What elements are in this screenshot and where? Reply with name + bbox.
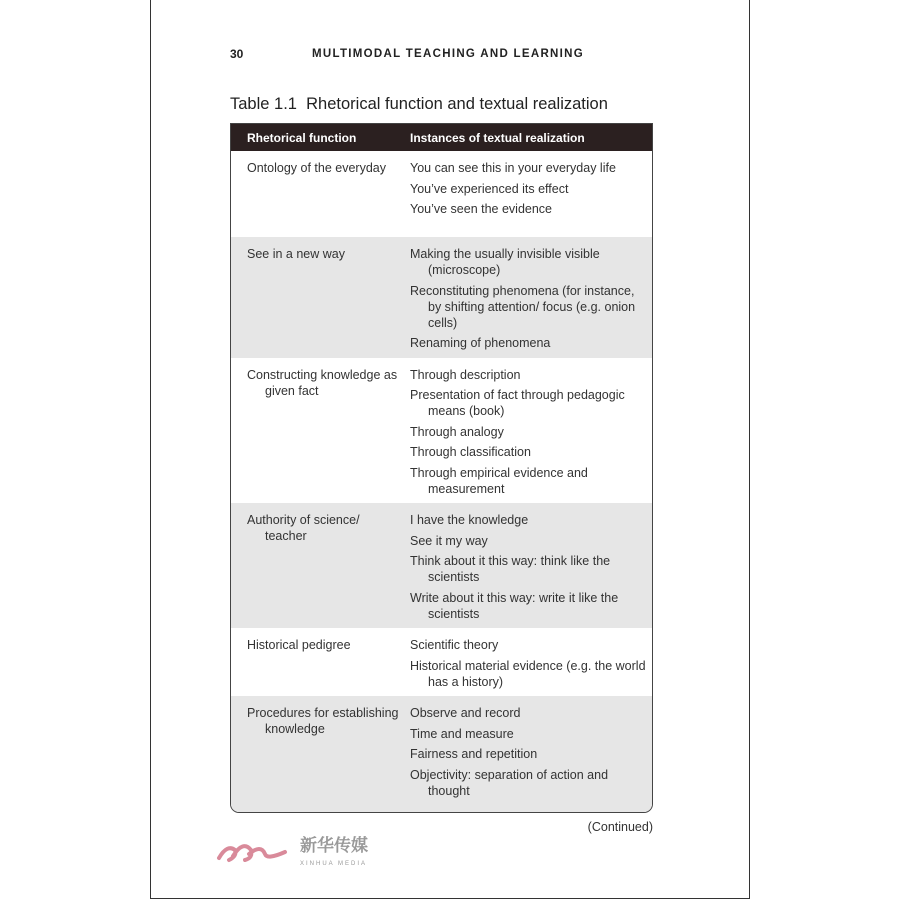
xinhua-media-watermark [215, 836, 415, 872]
instance-item: You’ve experienced its effect [410, 181, 569, 196]
instance-item: Scientific theory [410, 638, 499, 652]
header-rhetorical-function: Rhetorical function [247, 130, 357, 145]
instances-column [410, 637, 652, 694]
running-head: MULTIMODAL TEACHING AND LEARNING [312, 48, 585, 60]
instance-item: Through empirical evidence and measurement [410, 465, 588, 496]
instances-column [410, 705, 652, 810]
table-row [231, 358, 652, 504]
instance-item: You can see this in your everyday life [410, 161, 616, 175]
instance-item: Write about it this way: write it like the scientists [410, 590, 619, 621]
instance-item: Think about it this way: think like the scientists [410, 554, 611, 584]
table-caption [230, 95, 608, 114]
table-block [230, 123, 653, 835]
instances-column [410, 160, 652, 235]
instances-column [410, 367, 652, 502]
instance-item: Through classification [410, 445, 531, 459]
rhetorical-function-cell: Authority of science/ teacher [247, 513, 360, 543]
table-row [231, 696, 652, 812]
rhetorical-function-table [230, 123, 653, 813]
instance-item: Historical material evidence (e.g. the world has a history) [410, 658, 646, 689]
table-row [231, 503, 652, 628]
table-row [231, 237, 652, 358]
instance-item: Objectivity: separation of action and thought [410, 767, 609, 798]
instance-item: Fairness and repetition [410, 747, 538, 761]
caption-title: Rhetorical function and textual realization [306, 95, 608, 113]
table-row [231, 151, 652, 237]
function-column [231, 160, 410, 235]
table-header [231, 124, 652, 151]
rhetorical-function-cell: Constructing knowledge as given fact [247, 367, 398, 398]
function-column [231, 246, 410, 356]
page-number: 30 [230, 47, 244, 61]
rhetorical-function-cell: Ontology of the everyday [247, 161, 386, 175]
watermark-en: XINHUA MEDIA [300, 861, 368, 867]
instance-item: Renaming of phenomena [410, 336, 551, 350]
instance-item: Observe and record [410, 706, 521, 720]
continued-note: (Continued) [587, 820, 653, 834]
instance-item: You’ve seen the evidence [410, 202, 553, 216]
rhetorical-function-cell: Procedures for establishing knowledge [247, 706, 399, 736]
table-body [231, 151, 652, 812]
instances-column [410, 512, 652, 626]
instance-item: See it my way [410, 533, 488, 548]
caption-label: Table 1.1 [230, 95, 297, 113]
header-instances: Instances of textual realization [410, 130, 585, 145]
instance-item: Through analogy [410, 424, 504, 439]
watermark-logo-icon [215, 836, 290, 866]
watermark-cn: 新华传媒 [300, 836, 368, 855]
instance-item: I have the knowledge [410, 513, 529, 527]
instance-item: Reconstituting phenomena (for instance, by shifting attention/ focus (e.g. onion cells) [410, 283, 636, 330]
instance-item: Through description [410, 367, 521, 382]
function-column [231, 512, 410, 626]
instances-column [410, 246, 652, 356]
function-column [231, 637, 410, 694]
instance-item: Making the usually invisible visible (microscope) [410, 247, 600, 277]
rhetorical-function-cell: See in a new way [247, 247, 345, 261]
instance-item: Time and measure [410, 726, 514, 741]
instance-item: Presentation of fact through pedagogic means (book) [410, 388, 625, 418]
table-row [231, 628, 652, 696]
function-column [231, 367, 410, 502]
rhetorical-function-cell: Historical pedigree [247, 638, 351, 652]
function-column [231, 705, 410, 810]
